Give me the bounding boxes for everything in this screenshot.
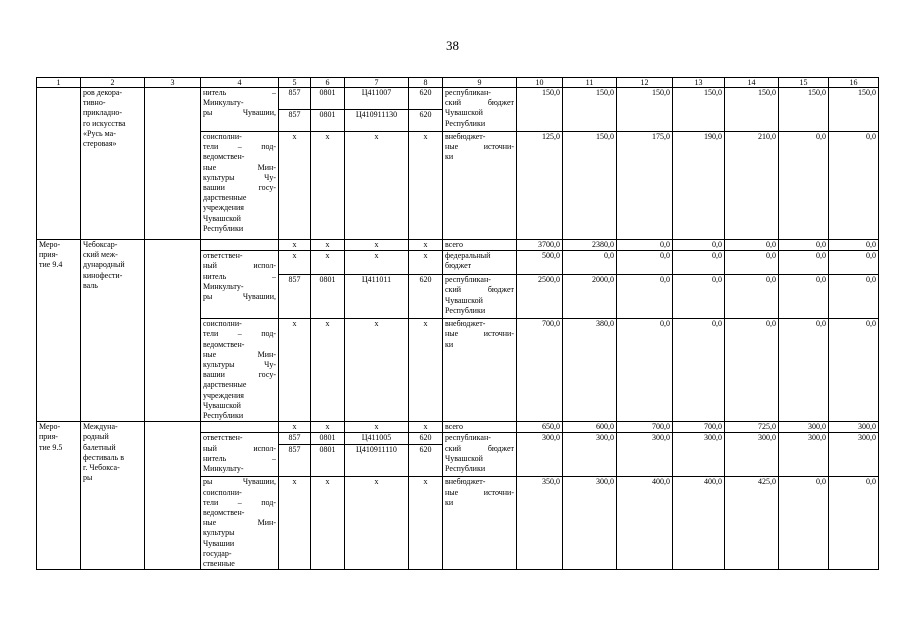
code-target: х (345, 240, 409, 251)
amount-cell: 380,0 (563, 319, 617, 422)
page-number: 38 (446, 38, 459, 53)
column-header: 3 (145, 78, 201, 88)
amount-cell: 700,0 (673, 422, 725, 433)
code-section: 0801 (311, 88, 345, 110)
executor-cell: ответствен- ный испол- нитель – Минкульту- (201, 433, 279, 477)
code-section: х (311, 477, 345, 570)
amount-cell: 0,0 (829, 275, 879, 319)
amount-cell: 0,0 (779, 240, 829, 251)
code-section: х (311, 251, 345, 275)
column-header: 15 (779, 78, 829, 88)
co-executor-cell: соисполни- тели – под- ведомствен- ные Мин- культуры Чу- вашии госу- дарственные учреждения Чувашской Республики (201, 319, 279, 422)
code-section: 0801 (311, 275, 345, 319)
amount-cell: 0,0 (779, 251, 829, 275)
amount-cell: 0,0 (725, 240, 779, 251)
event-title-cell: Междуна- родный балетный фестиваль в г. Чебокса- ры (81, 422, 145, 570)
amount-cell: 0,0 (829, 132, 879, 240)
amount-cell: 700,0 (517, 319, 563, 422)
amount-cell: 210,0 (725, 132, 779, 240)
table-row (37, 422, 879, 433)
code-expense: 620 (409, 275, 443, 319)
table-row (37, 88, 879, 110)
amount-cell: 300,0 (779, 433, 829, 477)
co-executor-cell: ры Чувашии, соисполни- тели – под- ведомствен- ные Мин- культуры Чувашии государ- ственные (201, 477, 279, 570)
amount-cell: 175,0 (617, 132, 673, 240)
code-target: х (345, 251, 409, 275)
amount-cell: 400,0 (617, 477, 673, 570)
amount-cell: 300,0 (517, 433, 563, 477)
amount-cell: 2500,0 (517, 275, 563, 319)
amount-cell: 150,0 (517, 88, 563, 132)
amount-cell: 150,0 (673, 88, 725, 132)
co-executor-cell: соисполни- тели – под- ведомствен- ные Мин- культуры Чу- вашии госу- дарственные учреждения Чувашской Республики (201, 132, 279, 240)
amount-cell: 0,0 (829, 477, 879, 570)
code-grbs: 857 (279, 110, 311, 132)
code-grbs: х (279, 422, 311, 433)
amount-cell: 725,0 (725, 422, 779, 433)
code-grbs: х (279, 319, 311, 422)
funding-source: внебюджет- ные источни- ки (443, 477, 517, 570)
amount-cell: 0,0 (673, 319, 725, 422)
amount-cell: 300,0 (779, 422, 829, 433)
code-grbs: 857 (279, 275, 311, 319)
code-target: х (345, 132, 409, 240)
funding-source: республикан- ский бюджет Чувашской Республики (443, 275, 517, 319)
table-row (37, 240, 879, 251)
amount-cell: 650,0 (517, 422, 563, 433)
amount-cell: 2000,0 (563, 275, 617, 319)
amount-cell: 125,0 (517, 132, 563, 240)
column-header: 9 (443, 78, 517, 88)
code-target: х (345, 319, 409, 422)
code-grbs: х (279, 251, 311, 275)
amount-cell: 0,0 (673, 251, 725, 275)
event-title-cell: Чебоксар- ский меж- дународный кинофести- валь (81, 240, 145, 422)
column-header: 11 (563, 78, 617, 88)
funding-source: республикан- ский бюджет Чувашской Республики (443, 88, 517, 132)
event-title-cell: ров декора- тивно- прикладно- го искусства «Русь ма- стеровая» (81, 88, 145, 240)
code-target: Ц410911110 (345, 445, 409, 477)
empty-cell (145, 88, 201, 240)
amount-cell: 0,0 (725, 275, 779, 319)
funding-source: всего (443, 422, 517, 433)
amount-cell: 0,0 (617, 251, 673, 275)
code-section: 0801 (311, 445, 345, 477)
amount-cell: 0,0 (673, 240, 725, 251)
amount-cell: 300,0 (563, 433, 617, 477)
code-expense: х (409, 422, 443, 433)
amount-cell: 0,0 (725, 319, 779, 422)
event-number-cell: Меро- прия- тие 9.5 (37, 422, 81, 570)
funding-source: внебюджет- ные источни- ки (443, 319, 517, 422)
funding-source: федеральный бюджет (443, 251, 517, 275)
amount-cell: 300,0 (563, 477, 617, 570)
amount-cell: 150,0 (725, 88, 779, 132)
amount-cell: 0,0 (779, 132, 829, 240)
amount-cell: 150,0 (779, 88, 829, 132)
amount-cell: 0,0 (617, 275, 673, 319)
amount-cell: 150,0 (563, 88, 617, 132)
funding-source: внебюджет- ные источни- ки (443, 132, 517, 240)
amount-cell: 300,0 (829, 433, 879, 477)
amount-cell: 600,0 (563, 422, 617, 433)
header-row (37, 78, 879, 88)
executor-spacer (201, 240, 279, 251)
code-grbs: х (279, 240, 311, 251)
event-number-cell: Меро- прия- тие 9.4 (37, 240, 81, 422)
code-grbs: 857 (279, 88, 311, 110)
code-grbs: 857 (279, 433, 311, 445)
amount-cell: 0,0 (829, 251, 879, 275)
event-number-cell (37, 88, 81, 240)
amount-cell: 500,0 (517, 251, 563, 275)
column-header: 6 (311, 78, 345, 88)
amount-cell: 0,0 (829, 319, 879, 422)
code-target: х (345, 422, 409, 433)
executor-cell: ответствен- ный испол- нитель – Минкульту- ры Чувашии, (201, 251, 279, 319)
executor-spacer (201, 422, 279, 433)
column-header: 10 (517, 78, 563, 88)
code-section: х (311, 132, 345, 240)
amount-cell: 150,0 (829, 88, 879, 132)
funding-source: всего (443, 240, 517, 251)
amount-cell: 150,0 (563, 132, 617, 240)
code-expense: 620 (409, 110, 443, 132)
amount-cell: 300,0 (725, 433, 779, 477)
column-header: 16 (829, 78, 879, 88)
amount-cell: 300,0 (617, 433, 673, 477)
amount-cell: 0,0 (779, 477, 829, 570)
amount-cell: 0,0 (673, 275, 725, 319)
column-header: 5 (279, 78, 311, 88)
amount-cell: 425,0 (725, 477, 779, 570)
code-grbs: х (279, 132, 311, 240)
amount-cell: 150,0 (617, 88, 673, 132)
column-header: 2 (81, 78, 145, 88)
column-header: 4 (201, 78, 279, 88)
amount-cell: 0,0 (725, 251, 779, 275)
code-target: х (345, 477, 409, 570)
code-expense: х (409, 240, 443, 251)
code-target: Ц410911130 (345, 110, 409, 132)
amount-cell: 0,0 (779, 319, 829, 422)
code-expense: х (409, 477, 443, 570)
column-header: 8 (409, 78, 443, 88)
code-expense: х (409, 251, 443, 275)
code-expense: 620 (409, 88, 443, 110)
code-expense: 620 (409, 445, 443, 477)
column-header: 13 (673, 78, 725, 88)
code-section: х (311, 319, 345, 422)
amount-cell: 400,0 (673, 477, 725, 570)
code-target: Ц411005 (345, 433, 409, 445)
amount-cell: 0,0 (779, 275, 829, 319)
code-grbs: х (279, 477, 311, 570)
code-expense: х (409, 319, 443, 422)
code-expense: 620 (409, 433, 443, 445)
code-section: 0801 (311, 433, 345, 445)
amount-cell: 300,0 (673, 433, 725, 477)
code-section: 0801 (311, 110, 345, 132)
amount-cell: 700,0 (617, 422, 673, 433)
amount-cell: 0,0 (617, 240, 673, 251)
column-header: 12 (617, 78, 673, 88)
amount-cell: 0,0 (563, 251, 617, 275)
executor-cell: нитель – Минкульту- ры Чувашии, (201, 88, 279, 132)
budget-table (36, 77, 879, 570)
amount-cell: 0,0 (617, 319, 673, 422)
amount-cell: 350,0 (517, 477, 563, 570)
amount-cell: 0,0 (829, 240, 879, 251)
code-target: Ц411007 (345, 88, 409, 110)
code-grbs: 857 (279, 445, 311, 477)
column-header: 14 (725, 78, 779, 88)
code-expense: х (409, 132, 443, 240)
empty-cell (145, 422, 201, 570)
amount-cell: 190,0 (673, 132, 725, 240)
amount-cell: 3700,0 (517, 240, 563, 251)
column-header: 7 (345, 78, 409, 88)
empty-cell (145, 240, 201, 422)
code-target: Ц411011 (345, 275, 409, 319)
funding-source: республикан- ский бюджет Чувашской Республики (443, 433, 517, 477)
amount-cell: 300,0 (829, 422, 879, 433)
column-header: 1 (37, 78, 81, 88)
amount-cell: 2380,0 (563, 240, 617, 251)
code-section: х (311, 240, 345, 251)
code-section: х (311, 422, 345, 433)
